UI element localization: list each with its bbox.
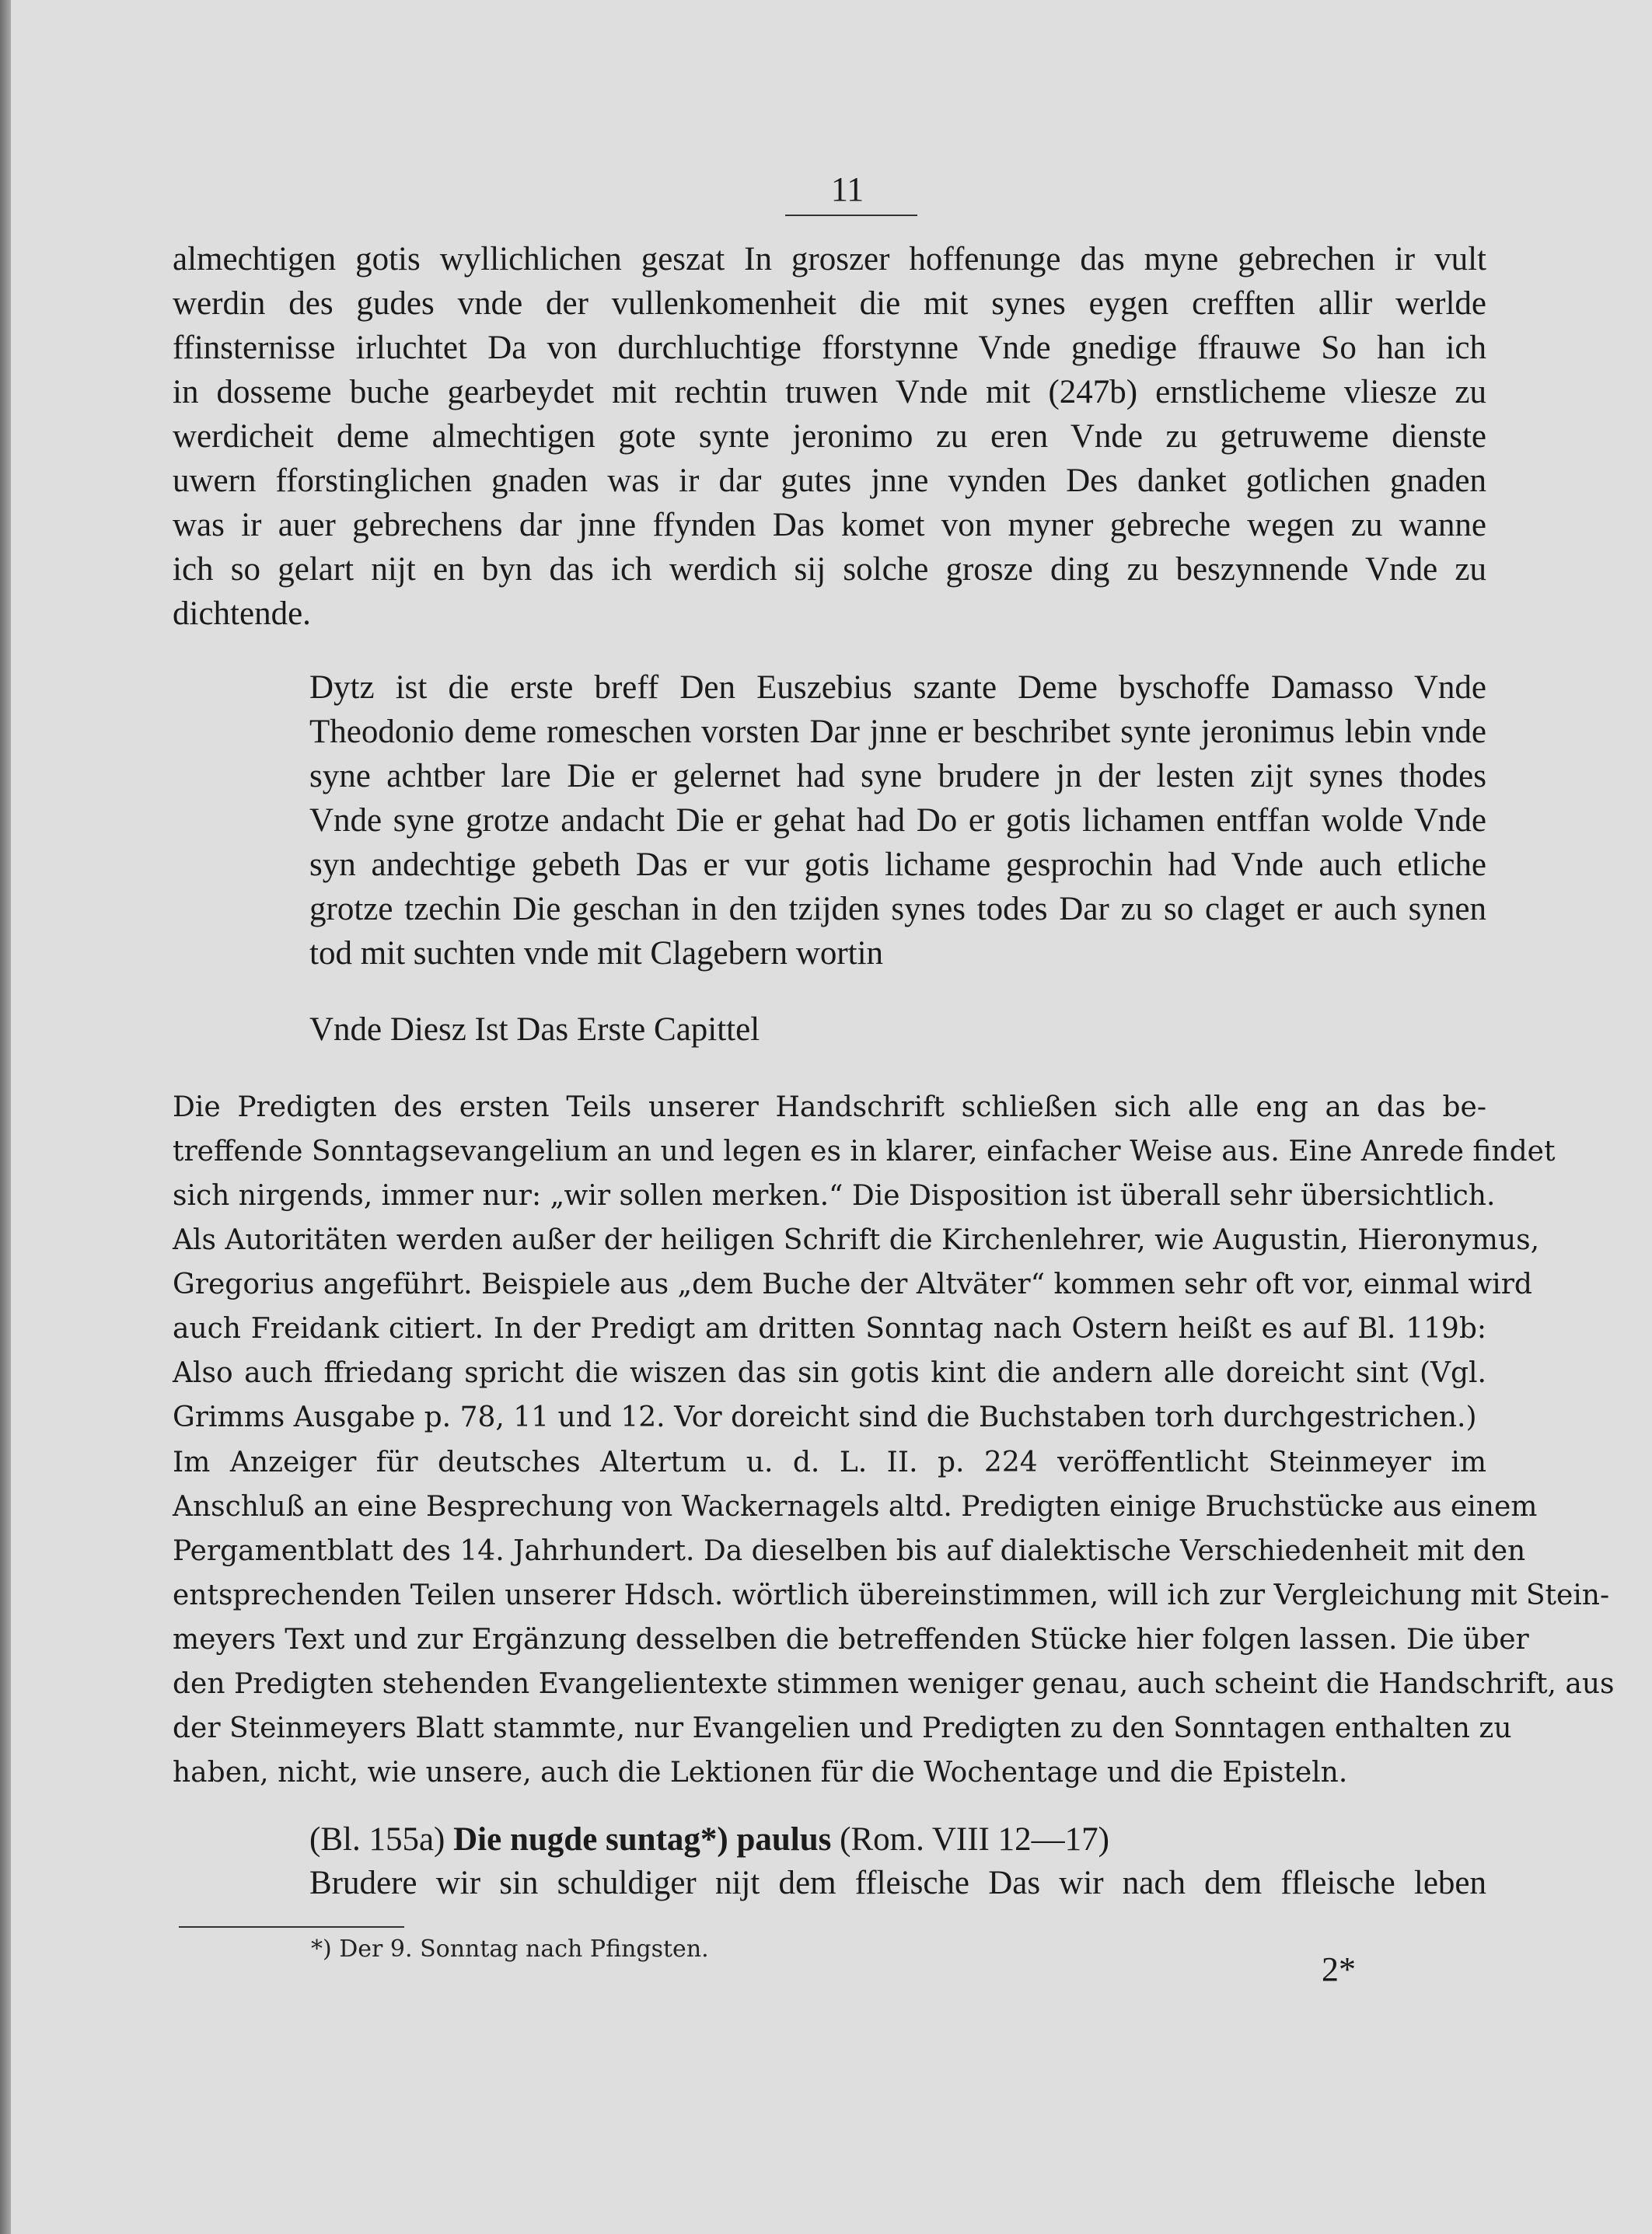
book-spine-shadow	[0, 0, 11, 2234]
text-line: almechtigen gotis wyllichlichen geszat In groszer hoffenunge das myne gebrechen ir vult	[173, 241, 1486, 278]
text-line: der Steinmeyers Blatt stammte, nur Evangelien und Predigten zu den Sonntagen enthalten zu	[173, 1712, 1512, 1744]
section-heading-line	[309, 1817, 1398, 1862]
text-line: treffende Sonntagsevangelium an und legen es in klarer, einfacher Weise aus. Eine Anrede findet	[173, 1136, 1556, 1168]
last-line: Brudere wir sin schuldiger nijt dem ffleische Das wir nach dem ffleische leben	[309, 1865, 1486, 1901]
paragraph-1	[173, 237, 1486, 636]
text-line: werdin des gudes vnde der vullenkomenheit die mit synes eygen crefften allir werlde	[173, 285, 1486, 322]
text-line: Theodonio deme romeschen vorsten Dar jnne er beschribet synte jeronimus lebin vnde	[309, 714, 1486, 750]
text-line: Also auch ffriedang spricht die wiszen das sin gotis kint die andern alle doreicht sint (Vgl.	[173, 1357, 1486, 1389]
text-line: Die Predigten des ersten Teils unserer Handschrift schließen sich alle eng an das be-	[173, 1091, 1486, 1123]
page-number: 11	[830, 170, 864, 208]
section-heading	[309, 1817, 1398, 1862]
text-line: auch Freidank citiert. In der Predigt am dritten Sonntag nach Ostern heißt es auf Bl. 119b:	[173, 1313, 1486, 1345]
page-number-rule	[785, 215, 917, 216]
text-line: dichtende.	[173, 595, 311, 632]
text-line: ich so gelart nijt en byn das ich werdich sij solche grosze ding zu beszynnende Vnde zu	[173, 551, 1486, 588]
text-line: in dosseme buche gearbeydet mit rechtin truwen Vnde mit (247b) ernstlicheme vliesze zu	[173, 374, 1486, 410]
text-line: Als Autoritäten werden außer der heiligen Schrift die Kirchenlehrer, wie Augustin, Hieronymus,	[173, 1224, 1540, 1256]
section-heading-suffix: (Rom. VIII 12—17)	[840, 1821, 1109, 1858]
paragraph-3	[173, 1085, 1556, 1440]
text-line: tod mit suchten vnde mit Clagebern wortin	[309, 935, 884, 972]
footnote: *) Der 9. Sonntag nach Pfingsten.	[311, 1936, 709, 1963]
chapter-heading-text: Vnde Diesz Ist Das Erste Capittel	[309, 1011, 760, 1048]
text-line: syn andechtige gebeth Das er vur gotis lichame gesprochin had Vnde auch etliche	[309, 846, 1486, 883]
section-heading-prefix: (Bl. 155a)	[309, 1821, 445, 1858]
text-line: Gregorius angeführt. Beispiele aus „dem Buche der Altväter“ kommen sehr oft vor, einmal wird	[173, 1269, 1532, 1300]
paragraph-2	[309, 665, 1486, 976]
text-line: Pergamentblatt des 14. Jahrhundert. Da dieselben bis auf dialektische Verschiedenheit mit den	[173, 1535, 1526, 1567]
last-line-block	[309, 1861, 1486, 1905]
text-line: werdicheit deme almechtigen gote synte jeronimo zu eren Vnde zu getruweme dienste	[173, 418, 1486, 455]
paragraph-4	[173, 1440, 1615, 1795]
text-line: meyers Text und zur Ergänzung desselben die betreffenden Stücke hier folgen lassen. Die über	[173, 1624, 1529, 1656]
text-line: Anschluß an eine Besprechung von Wackernagels altd. Predigten einige Bruchstücke aus einem	[173, 1491, 1538, 1523]
text-line: Im Anzeiger für deutsches Altertum u. d. L. II. p. 224 veröffentlicht Steinmeyer im	[173, 1447, 1486, 1478]
text-line: uwern fforstinglichen gnaden was ir dar gutes jnne vynden Des danket gotlichen gnaden	[173, 463, 1486, 499]
text-line: sich nirgends, immer nur: „wir sollen merken.“ Die Disposition ist überall sehr übersichtlich.	[173, 1180, 1496, 1212]
text-line: was ir auer gebrechens dar jnne ffynden Das komet von myner gebreche wegen zu wanne	[173, 507, 1486, 543]
section-heading-title: Die nugde suntag*) paulus	[453, 1821, 832, 1858]
text-line: Dytz ist die erste breff Den Euszebius szante Deme byschoffe Damasso Vnde	[309, 669, 1486, 706]
text-line: haben, nicht, wie unsere, auch die Lektionen für die Wochentage und die Episteln.	[173, 1757, 1348, 1789]
text-line: den Predigten stehenden Evangelientexte stimmen weniger genau, auch scheint die Handschrift, aus	[173, 1668, 1615, 1700]
text-line: ffinsternisse irluchtet Da von durchluchtige fforstynne Vnde gnedige ffrauwe So han ich	[173, 330, 1486, 366]
text-line: grotze tzechin Die geschan in den tzijden synes todes Dar zu so claget er auch synen	[309, 891, 1486, 927]
signature-mark: 2*	[1322, 1950, 1356, 1988]
text-line: Vnde syne grotze andacht Die er gehat had Do er gotis lichamen entffan wolde Vnde	[309, 802, 1486, 839]
footnote-rule	[179, 1926, 404, 1928]
text-line: syne achtber lare Die er gelernet had syne brudere jn der lesten zijt synes thodes	[309, 758, 1486, 794]
text-line: Grimms Ausgabe p. 78, 11 und 12. Vor doreicht sind die Buchstaben torh durchgestrichen.)	[173, 1401, 1477, 1433]
chapter-heading	[309, 1007, 1398, 1052]
text-line: entsprechenden Teilen unserer Hdsch. wörtlich übereinstimmen, will ich zur Vergleichung mit Stein-	[173, 1580, 1610, 1611]
